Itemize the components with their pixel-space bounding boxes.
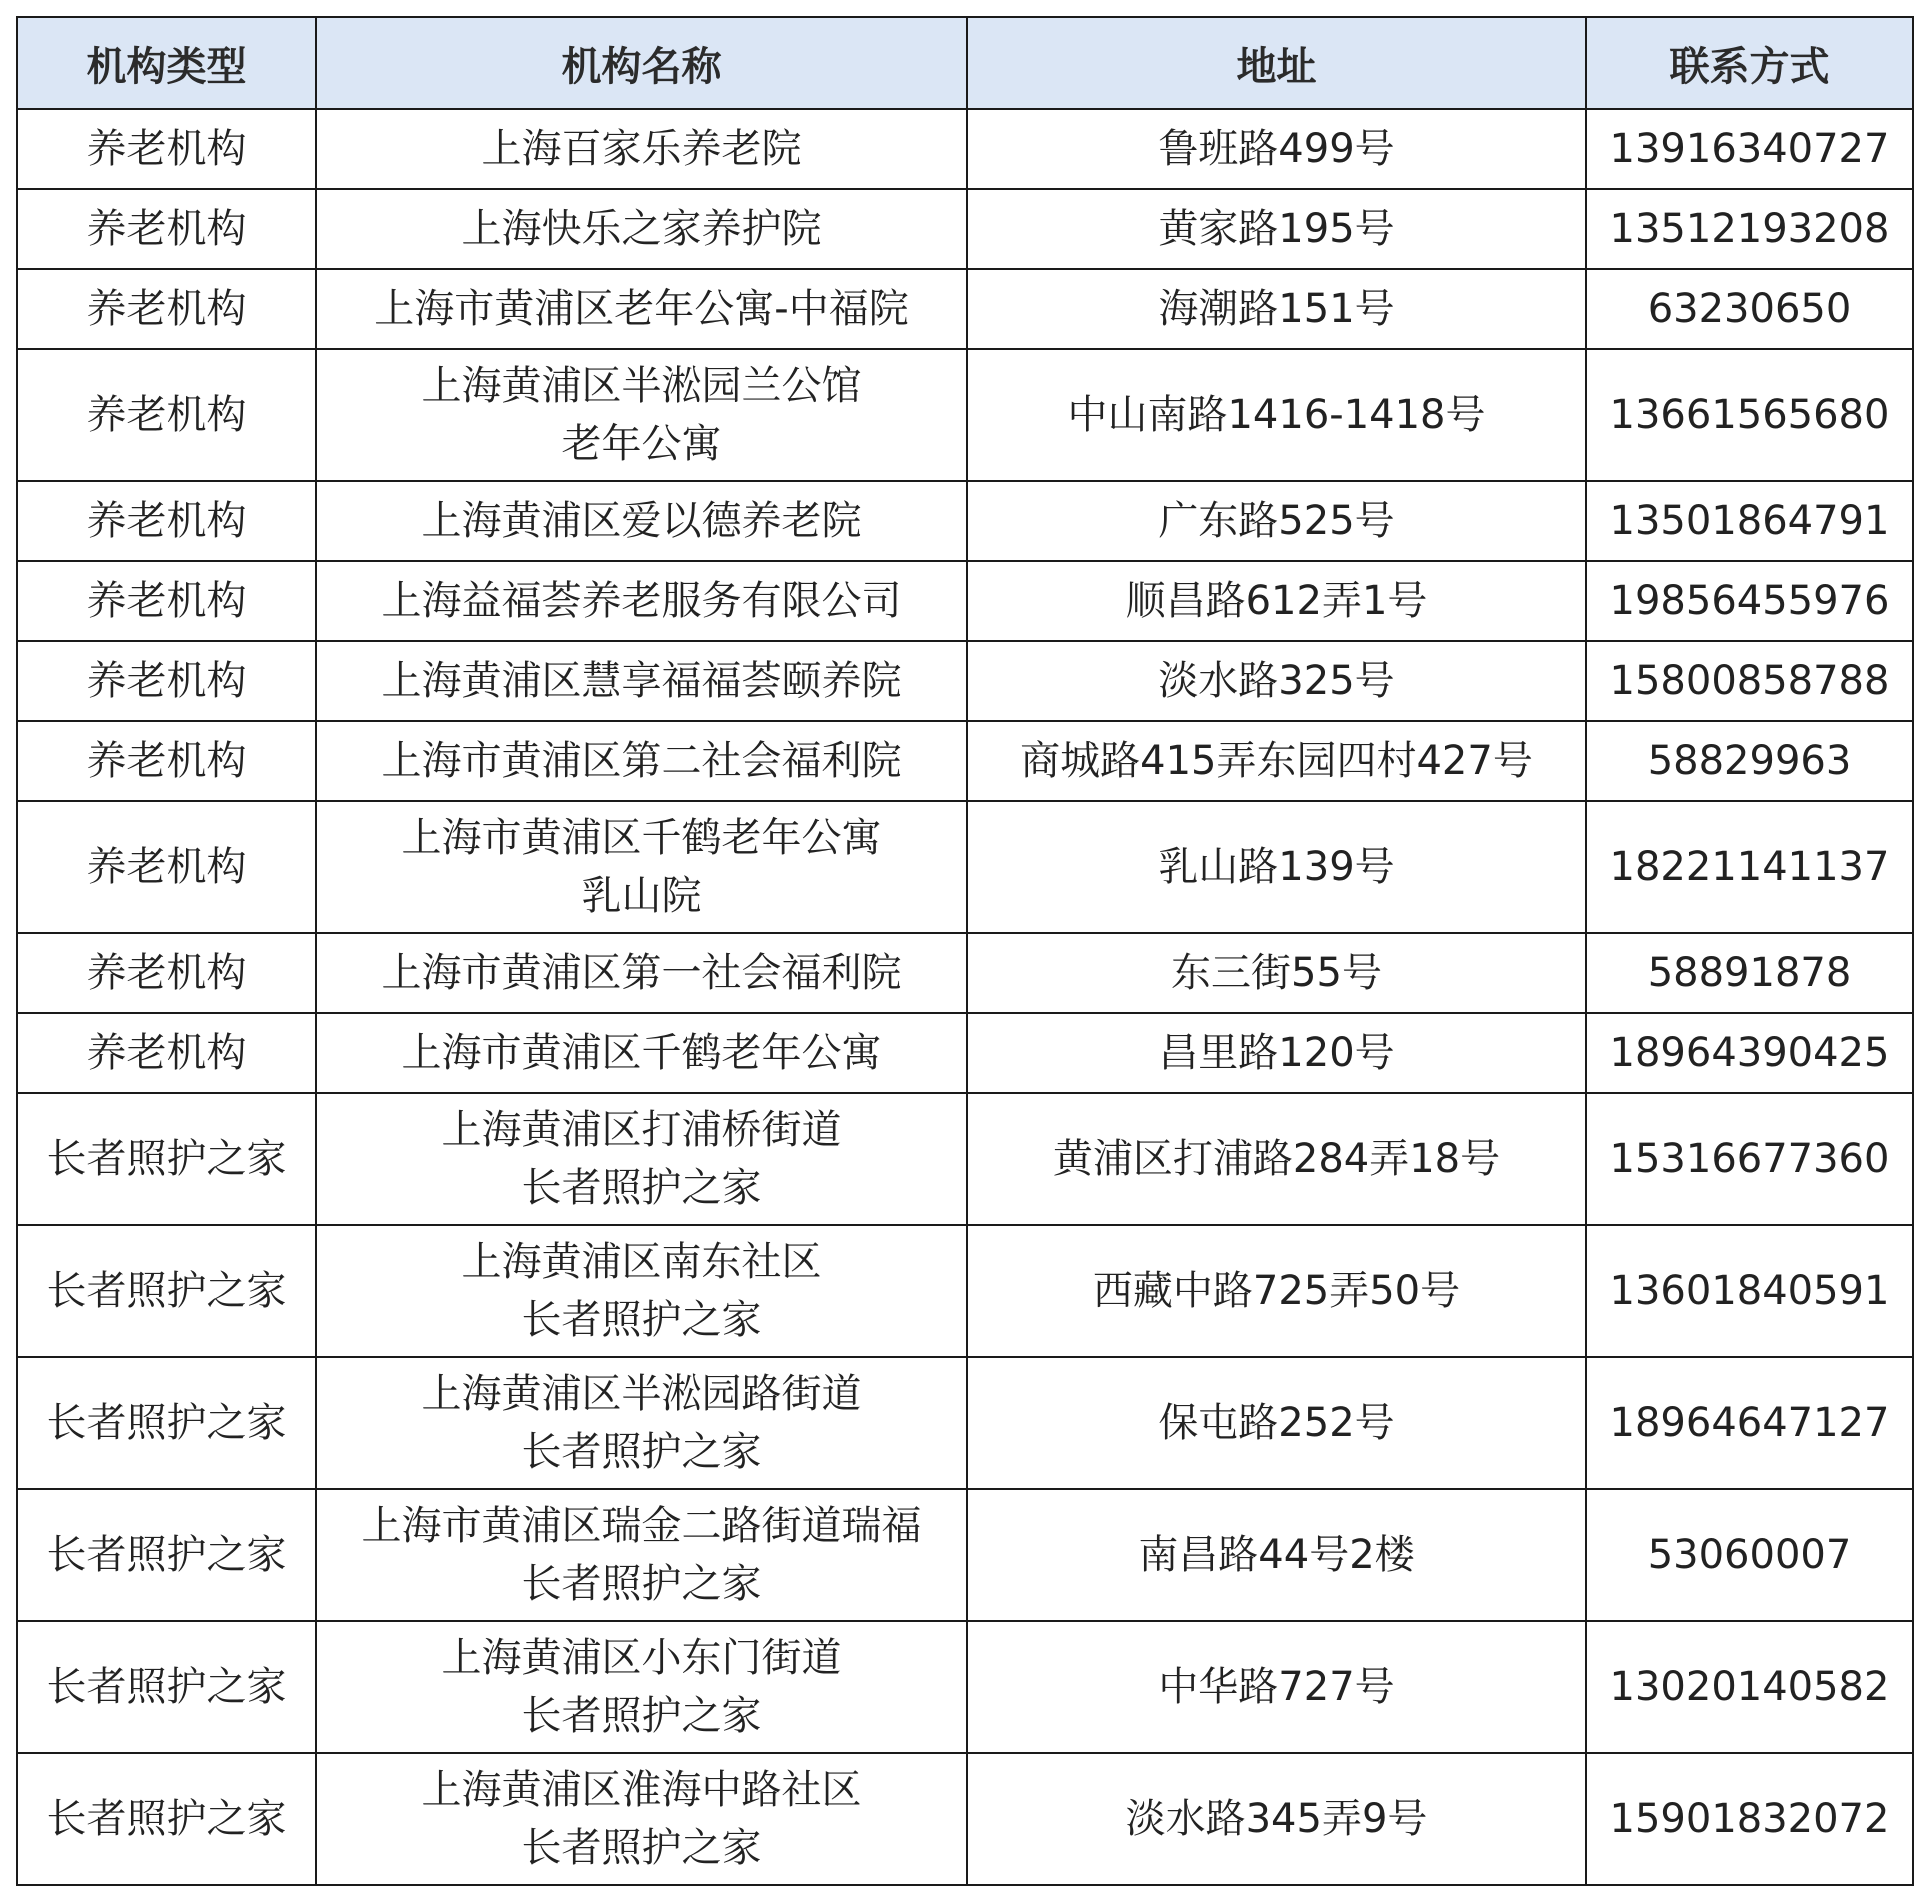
phone-cell: 13512193208	[1586, 189, 1913, 269]
phone-cell: 13661565680	[1586, 349, 1913, 481]
type-cell: 长者照护之家	[17, 1753, 316, 1885]
address-cell: 乳山路139号	[967, 801, 1586, 933]
name-cell	[316, 349, 967, 481]
address-cell: 东三街55号	[967, 933, 1586, 1013]
table-row	[17, 1621, 1913, 1753]
name-cell	[316, 269, 967, 349]
name-cell	[316, 933, 967, 1013]
table-body	[17, 109, 1913, 1885]
name-line: 上海市黄浦区第二社会福利院	[381, 738, 902, 784]
phone-cell: 18964647127	[1586, 1357, 1913, 1489]
type-cell: 养老机构	[17, 269, 316, 349]
type-cell: 养老机构	[17, 561, 316, 641]
name-line: 老年公寓	[561, 421, 722, 467]
table-row	[17, 269, 1913, 349]
address-cell: 保屯路252号	[967, 1357, 1586, 1489]
address-cell: 中山南路1416-1418号	[967, 349, 1586, 481]
name-cell	[316, 801, 967, 933]
address-cell: 黄浦区打浦路284弄18号	[967, 1093, 1586, 1225]
type-cell: 养老机构	[17, 641, 316, 721]
table-row	[17, 481, 1913, 561]
name-line: 上海百家乐养老院	[481, 126, 802, 172]
address-cell: 昌里路120号	[967, 1013, 1586, 1093]
type-cell: 长者照护之家	[17, 1489, 316, 1621]
name-line: 上海市黄浦区千鹤老年公寓	[401, 815, 882, 861]
type-cell: 养老机构	[17, 349, 316, 481]
name-line: 长者照护之家	[521, 1561, 762, 1607]
name-line: 上海益福荟养老服务有限公司	[381, 578, 902, 624]
name-line: 上海黄浦区慧享福福荟颐养院	[381, 658, 902, 704]
phone-cell: 18964390425	[1586, 1013, 1913, 1093]
name-line: 长者照护之家	[521, 1297, 762, 1343]
phone-cell: 58829963	[1586, 721, 1913, 801]
table-row	[17, 801, 1913, 933]
header-type: 机构类型	[17, 17, 316, 109]
name-cell	[316, 1357, 967, 1489]
table-row	[17, 1013, 1913, 1093]
type-cell: 长者照护之家	[17, 1357, 316, 1489]
table-row	[17, 721, 1913, 801]
table-row	[17, 1753, 1913, 1885]
table-row	[17, 189, 1913, 269]
phone-cell: 15800858788	[1586, 641, 1913, 721]
table-row	[17, 109, 1913, 189]
table-row	[17, 1225, 1913, 1357]
phone-cell: 19856455976	[1586, 561, 1913, 641]
name-cell	[316, 1489, 967, 1621]
name-line: 上海黄浦区打浦桥街道	[441, 1107, 842, 1153]
header-row	[17, 17, 1913, 109]
header-address: 地址	[967, 17, 1586, 109]
name-cell	[316, 721, 967, 801]
phone-cell: 13601840591	[1586, 1225, 1913, 1357]
name-line: 上海市黄浦区老年公寓-中福院	[374, 286, 909, 332]
phone-cell: 13916340727	[1586, 109, 1913, 189]
name-line: 上海市黄浦区第一社会福利院	[381, 950, 902, 996]
phone-cell: 13020140582	[1586, 1621, 1913, 1753]
name-cell	[316, 109, 967, 189]
name-cell	[316, 1753, 967, 1885]
name-line: 上海黄浦区爱以德养老院	[421, 498, 862, 544]
name-cell	[316, 1225, 967, 1357]
type-cell: 养老机构	[17, 481, 316, 561]
name-line: 上海黄浦区半淞园兰公馆	[421, 363, 862, 409]
table-row	[17, 933, 1913, 1013]
address-cell: 海潮路151号	[967, 269, 1586, 349]
table-row	[17, 641, 1913, 721]
type-cell: 养老机构	[17, 801, 316, 933]
phone-cell: 15901832072	[1586, 1753, 1913, 1885]
name-line: 上海市黄浦区瑞金二路街道瑞福	[361, 1503, 922, 1549]
table-header	[17, 17, 1913, 109]
address-cell: 黄家路195号	[967, 189, 1586, 269]
name-line: 上海黄浦区南东社区	[461, 1239, 822, 1285]
table-row	[17, 1093, 1913, 1225]
name-cell	[316, 561, 967, 641]
institution-table-container	[16, 16, 1914, 1886]
table-row	[17, 1489, 1913, 1621]
phone-cell: 18221141137	[1586, 801, 1913, 933]
address-cell: 淡水路345弄9号	[967, 1753, 1586, 1885]
name-cell	[316, 481, 967, 561]
header-phone: 联系方式	[1586, 17, 1913, 109]
institution-table	[16, 16, 1914, 1886]
name-line: 上海黄浦区半淞园路街道	[421, 1371, 862, 1417]
name-cell	[316, 1621, 967, 1753]
type-cell: 长者照护之家	[17, 1621, 316, 1753]
phone-cell: 13501864791	[1586, 481, 1913, 561]
type-cell: 养老机构	[17, 189, 316, 269]
table-row	[17, 561, 1913, 641]
name-line: 长者照护之家	[521, 1693, 762, 1739]
address-cell: 顺昌路612弄1号	[967, 561, 1586, 641]
name-line: 长者照护之家	[521, 1825, 762, 1871]
phone-cell: 15316677360	[1586, 1093, 1913, 1225]
address-cell: 广东路525号	[967, 481, 1586, 561]
table-row	[17, 349, 1913, 481]
name-cell	[316, 189, 967, 269]
address-cell: 鲁班路499号	[967, 109, 1586, 189]
name-line: 上海市黄浦区千鹤老年公寓	[401, 1030, 882, 1076]
address-cell: 中华路727号	[967, 1621, 1586, 1753]
type-cell: 长者照护之家	[17, 1093, 316, 1225]
phone-cell: 58891878	[1586, 933, 1913, 1013]
name-line: 长者照护之家	[521, 1165, 762, 1211]
name-line: 长者照护之家	[521, 1429, 762, 1475]
type-cell: 养老机构	[17, 109, 316, 189]
name-line: 上海黄浦区小东门街道	[441, 1635, 842, 1681]
address-cell: 淡水路325号	[967, 641, 1586, 721]
name-cell	[316, 1093, 967, 1225]
name-cell	[316, 641, 967, 721]
name-cell	[316, 1013, 967, 1093]
type-cell: 长者照护之家	[17, 1225, 316, 1357]
name-line: 上海黄浦区淮海中路社区	[421, 1767, 862, 1813]
type-cell: 养老机构	[17, 933, 316, 1013]
address-cell: 西藏中路725弄50号	[967, 1225, 1586, 1357]
header-name: 机构名称	[316, 17, 967, 109]
type-cell: 养老机构	[17, 721, 316, 801]
phone-cell: 53060007	[1586, 1489, 1913, 1621]
address-cell: 南昌路44号2楼	[967, 1489, 1586, 1621]
phone-cell: 63230650	[1586, 269, 1913, 349]
name-line: 上海快乐之家养护院	[461, 206, 822, 252]
name-line: 乳山院	[581, 873, 702, 919]
address-cell: 商城路415弄东园四村427号	[967, 721, 1586, 801]
type-cell: 养老机构	[17, 1013, 316, 1093]
table-row	[17, 1357, 1913, 1489]
